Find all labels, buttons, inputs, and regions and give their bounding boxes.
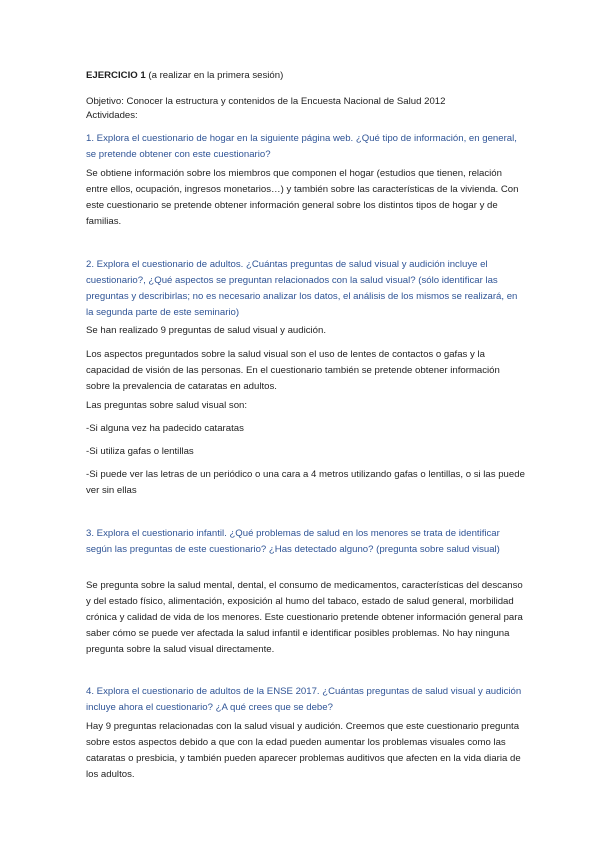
answer-2-aspects: Los aspectos preguntados sobre la salud visual son el uso de lentes de contactos o gafas y la capacidad de visión de las personas. En el cuestionario también se pretende obtener información sobre la prevalencia de cataratas en adultos. [86, 349, 500, 392]
question-2: 2. Explora el cuestionario de adultos. ¿Cuántas preguntas de salud visual y audición incluye el cuestionario?, ¿Qué aspectos se preguntan relacionados con la salud visual? (sólo identificar las preguntas y describirlas; no es necesario analizar los datos, el análisis de los mismos se realizará, en la segunda parte de este seminario) [86, 259, 518, 318]
answer-1: Se obtiene información sobre los miembros que componen el hogar (estudios que tienen, relación entre ellos, ocupación, ingresos monetarios…) y también sobre las características de la vivienda. Con este cuestionario se pretende obtener información general sobre los distintos tipos de hogar y de familias. [86, 168, 519, 227]
question-3: 3. Explora el cuestionario infantil. ¿Qué problemas de salud en los menores se trata de identificar según las preguntas de este cuestionario? ¿Has detectado alguno? (pregunta sobre salud visual) [86, 528, 500, 555]
question-1: 1. Explora el cuestionario de hogar en la siguiente página web. ¿Qué tipo de información, en general, se pretende obtener con este cuestionario? [86, 133, 517, 160]
answer-2-count: Se han realizado 9 preguntas de salud visual y audición. [86, 325, 327, 336]
answer-2-item-cataracts: -Si alguna vez ha padecido cataratas [86, 423, 244, 434]
question-4: 4. Explora el cuestionario de adultos de la ENSE 2017. ¿Cuántas preguntas de salud visual y audición incluye ahora el cuestionario? ¿A qué crees que se debe? [86, 686, 522, 713]
answer-2-item-vision: -Si puede ver las letras de un periódico o una cara a 4 metros utilizando gafas o lentillas, o si las puede ver sin ellas [86, 469, 525, 496]
objective-text: Objetivo: Conocer la estructura y contenidos de la Encuesta Nacional de Salud 2012 [86, 96, 446, 107]
answer-2-item-glasses: -Si utiliza gafas o lentillas [86, 446, 194, 457]
answer-3: Se pregunta sobre la salud mental, dental, el consumo de medicamentos, características del descanso y del estado físico, alimentación, exposición al humo del tabaco, estado de salud general, morbilidad crónica y calidad de vida de los menores. Este cuestionario pretende obtener información general para saber cómo se puede ver afectada la salud infantil e identificar posibles problemas. No hay ninguna pregunta sobre la salud visual directamente. [86, 580, 523, 655]
exercise-title-bold: EJERCICIO 1 [86, 70, 146, 81]
exercise-title-rest: (a realizar en la primera sesión) [145, 70, 284, 81]
answer-4: Hay 9 preguntas relacionadas con la salud visual y audición. Creemos que este cuestionario pregunta sobre estos aspectos debido a que con la edad pueden aumentar los problemas visuales como las cataratas o presbicia, y también pueden aparecer problemas auditivos que afecten en la vida diaria de los adultos. [86, 721, 521, 780]
answer-2-list-heading: Las preguntas sobre salud visual son: [86, 400, 248, 411]
activities-label: Actividades: [86, 110, 138, 121]
exercise-title [86, 68, 526, 84]
